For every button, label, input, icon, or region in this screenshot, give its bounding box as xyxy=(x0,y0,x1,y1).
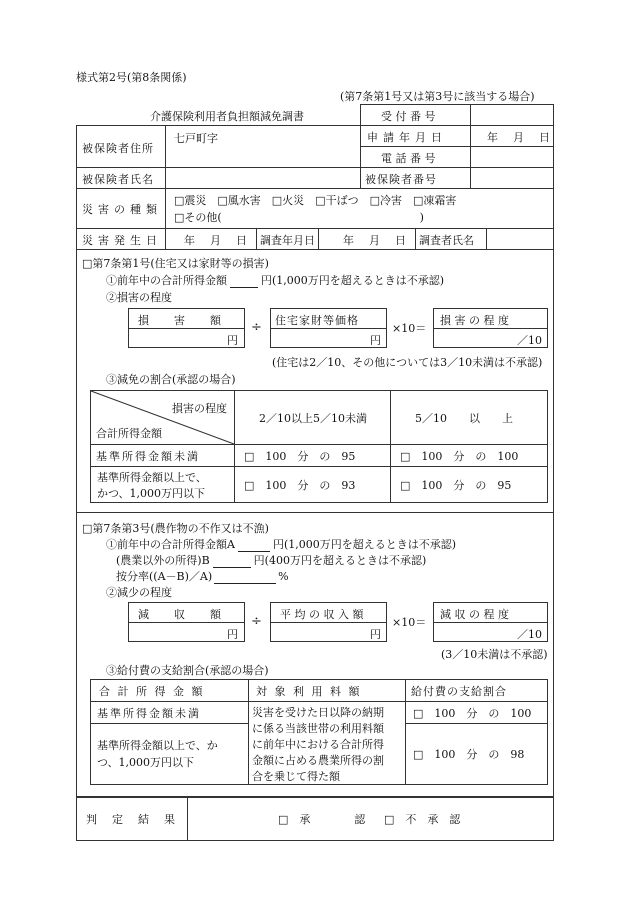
damage-degree-label: 損 害 の 程 度 xyxy=(440,314,509,327)
pay-r1-checkbox[interactable]: □ 100 分 の 100 xyxy=(413,707,532,720)
section1-item3: ③減免の割合(承認の場合) xyxy=(106,373,236,386)
times-ten-2: ×10＝ xyxy=(392,616,427,629)
income-loss-label: 減 収 額 xyxy=(138,608,222,621)
judgment-label: 判 定 結 果 xyxy=(86,813,177,826)
target-text-3: に前年中における合計所得 xyxy=(252,738,384,751)
proportion-field[interactable] xyxy=(214,570,276,584)
avg-income-label: 平 均 の 収 入 額 xyxy=(280,608,364,621)
section1-item2: ②損害の程度 xyxy=(106,291,172,304)
insured-address-value: 七戸町字 xyxy=(174,132,218,145)
income-loss-yen[interactable]: 円 xyxy=(227,628,238,641)
reduction-degree-over10[interactable]: ／10 xyxy=(517,628,542,641)
row-above-standard-1: 基準所得金額以上で、 xyxy=(97,471,207,484)
pay-header-target: 対 象 利 用 料 額 xyxy=(256,685,362,698)
house-value-yen[interactable]: 円 xyxy=(370,334,381,347)
pay-r2-checkbox[interactable]: □ 100 分 の 98 xyxy=(413,748,525,761)
diag-label-income: 合計所得金額 xyxy=(96,427,162,440)
pay-row-above-standard-1: 基準所得金額以上で、か xyxy=(97,739,218,752)
damage-degree-over10[interactable]: ／10 xyxy=(517,334,542,347)
approve-checkbox[interactable]: □ 承 認 xyxy=(278,813,366,826)
col-header-2to5: 2／10以上5／10未満 xyxy=(259,412,367,425)
divide-sign: ÷ xyxy=(251,320,262,335)
ratio-r2c1-checkbox[interactable]: □ 100 分 の 93 xyxy=(244,479,356,492)
survey-date-value: 年 月 日 xyxy=(343,234,408,247)
times-ten: ×10＝ xyxy=(392,322,427,335)
section2-item1-b: (農業以外の所得)B 円(400万円を超えるときは不承認) xyxy=(116,554,427,567)
surveyor-name-label: 調査者氏名 xyxy=(419,234,474,247)
col-header-5plus: 5／10 以 上 xyxy=(415,412,513,425)
ratio-r1c2-checkbox[interactable]: □ 100 分 の 100 xyxy=(400,450,519,463)
insured-number-label: 被保険者番号 xyxy=(365,173,437,186)
disaster-date-label: 災害発生日 xyxy=(82,234,162,247)
damage-amount-label: 損 害 額 xyxy=(138,314,222,327)
phone-label: 電 話 番 号 xyxy=(381,152,436,165)
survey-date-label: 調査年月日 xyxy=(260,234,315,247)
section1-heading: □第7条第1号(住宅又は家財等の損害) xyxy=(82,257,269,270)
income-b-field[interactable] xyxy=(213,554,251,568)
applicable-note: (第7条第1号又は第3号に該当する場合) xyxy=(340,90,535,103)
application-date-value: 年 月 日 xyxy=(487,131,552,144)
section2-item3: ③給付費の支給割合(承認の場合) xyxy=(106,664,269,677)
pay-row-above-standard-2: つ、1,000万円以下 xyxy=(97,756,195,769)
target-text-2: に係る当該世帯の利用料額 xyxy=(252,722,384,735)
insured-address-label: 被保険者住所 xyxy=(82,142,154,155)
section1-note: (住宅は2／10、その他については3／10未満は不承認) xyxy=(272,356,543,369)
insured-name-label: 被保険者氏名 xyxy=(82,173,154,186)
disaster-types-line2: □その他( ) xyxy=(174,211,424,224)
divide-sign-2: ÷ xyxy=(251,614,262,629)
section2-item1: ①前年中の合計所得金額A 円(1,000万円を超えるときは不承認) xyxy=(106,538,457,551)
target-text-4: 金額に占める農業所得の割 xyxy=(252,754,384,767)
pay-header-income: 合 計 所 得 金 額 xyxy=(99,685,205,698)
avg-income-yen[interactable]: 円 xyxy=(370,628,381,641)
damage-amount-yen[interactable]: 円 xyxy=(227,334,238,347)
pay-row-below-standard: 基準所得金額未満 xyxy=(97,707,201,720)
disaster-date-value: 年 月 日 xyxy=(184,234,249,247)
target-text-1: 災害を受けた日以降の納期 xyxy=(252,706,384,719)
receipt-number-label: 受 付 番 号 xyxy=(381,110,436,123)
form-title: 介護保険利用者負担額減免調書 xyxy=(150,110,304,123)
reject-checkbox[interactable]: □ 不 承 認 xyxy=(384,813,461,826)
diag-label-degree: 損害の程度 xyxy=(172,402,227,415)
row-below-standard: 基準所得金額未満 xyxy=(96,450,200,463)
target-text-5: 合を乗じて得た額 xyxy=(252,770,340,783)
section2-item1-ratio: 按分率((A－B)／A) % xyxy=(116,570,289,583)
form-number: 様式第2号(第8条関係) xyxy=(76,71,187,84)
reduction-degree-label: 減 収 の 程 度 xyxy=(440,608,509,621)
disaster-type-label: 災害の種類 xyxy=(82,203,162,216)
row-above-standard-2: かつ、1,000万円以下 xyxy=(97,487,206,500)
section2-item2: ②減少の程度 xyxy=(106,586,172,599)
section2-note: (3／10未満は不承認) xyxy=(441,648,548,661)
income-a-field[interactable] xyxy=(238,538,270,552)
ratio-r1c1-checkbox[interactable]: □ 100 分 の 95 xyxy=(244,450,356,463)
ratio-r2c2-checkbox[interactable]: □ 100 分 の 95 xyxy=(400,479,512,492)
house-value-label: 住宅家財等価格 xyxy=(275,314,359,327)
disaster-types-line1: □震災 □風水害 □火災 □干ばつ □冷害 □凍霜害 xyxy=(174,194,457,207)
section2-heading: □第7条第3号(農作物の不作又は不漁) xyxy=(82,522,269,535)
section1-item1: ①前年中の合計所得金額 円(1,000万円を超えるときは不承認) xyxy=(106,274,445,287)
application-date-label: 申請年月日 xyxy=(367,131,447,144)
pay-header-ratio: 給付費の支給割合 xyxy=(411,685,507,698)
